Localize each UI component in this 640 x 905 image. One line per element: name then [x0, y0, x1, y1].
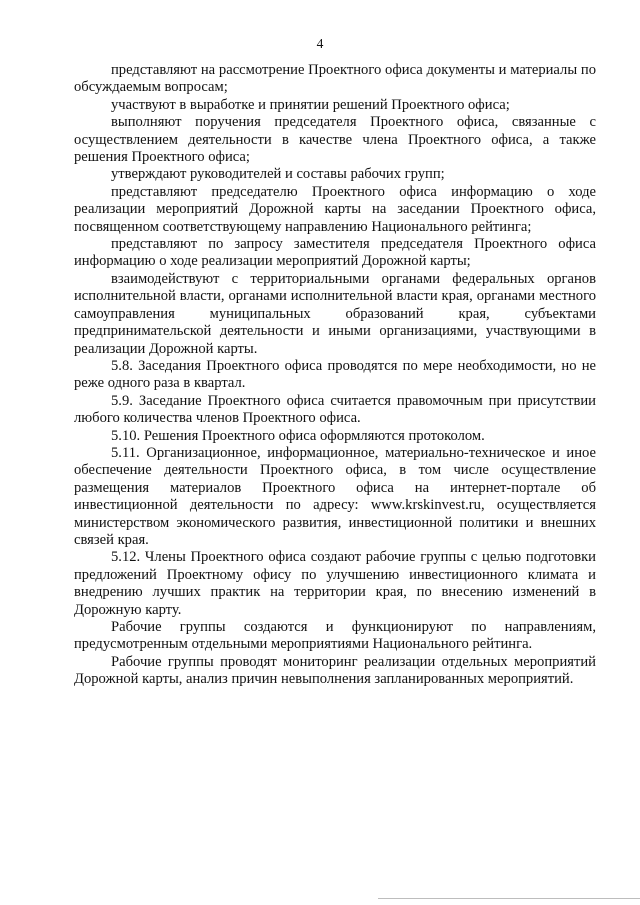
paragraph: взаимодействуют с территориальными органами федеральных органов исполнительной власти, органами исполнительной власти края, органами местного самоуправления муниципальных образований края, субъектами предпринимательской деятельности и иными организациями, участвующими в реализации Дорожной карты. [74, 270, 596, 357]
paragraph: представляют на рассмотрение Проектного офиса документы и материалы по обсуждаемым вопросам; [74, 62, 596, 96]
scan-edge-line [378, 898, 640, 899]
paragraph: выполняют поручения председателя Проектного офиса, связанные с осуществлением деятельности в качестве члена Проектного офиса, а также решения Проектного офиса; [74, 114, 596, 166]
paragraph: представляют по запросу заместителя председателя Проектного офиса информацию о ходе реализации мероприятий Дорожной карты; [74, 236, 596, 270]
paragraph: Рабочие группы создаются и функционируют по направлениям, предусмотренным отдельными мероприятиями Национального рейтинга. [74, 619, 596, 653]
paragraph: 5.10. Решения Проектного офиса оформляются протоколом. [111, 427, 485, 444]
paragraph: 5.11. Организационное, информационное, материально-техническое и иное обеспечение деятельности Проектного офиса, в том числе осуществление размещения материалов Проектного офиса на интернет-портале об инвестиционной деятельности по адресу: www.krskinvest.ru, осуществляется министерством экономического развития, инвестиционной политики и внешних связей края. [74, 444, 596, 548]
paragraph: представляют председателю Проектного офиса информацию о ходе реализации мероприятий Дорожной карты на заседании Проектного офиса, посвященном соответствующему направлению Национального рейтинга; [74, 183, 596, 235]
paragraph: 5.8. Заседания Проектного офиса проводятся по мере необходимости, но не реже одного раза в квартал. [74, 357, 596, 392]
paragraph: 5.9. Заседание Проектного офиса считается правомочным при присутствии любого количества членов Проектного офиса. [74, 392, 596, 427]
page-number: 4 [316, 36, 324, 51]
paragraph: Рабочие группы проводят мониторинг реализации отдельных мероприятий Дорожной карты, анализ причин невыполнения запланированных мероприятий. [74, 653, 596, 688]
paragraph: 5.12. Члены Проектного офиса создают рабочие группы с целью подготовки предложений Проектному офису по улучшению инвестиционного климата и внедрению лучших практик на территории края, по внесению изменений в Дорожную карту. [74, 549, 596, 618]
document-body [74, 62, 596, 689]
paragraph: участвуют в выработке и принятии решений Проектного офиса; [111, 96, 510, 113]
paragraph: утверждают руководителей и составы рабочих групп; [111, 166, 445, 183]
